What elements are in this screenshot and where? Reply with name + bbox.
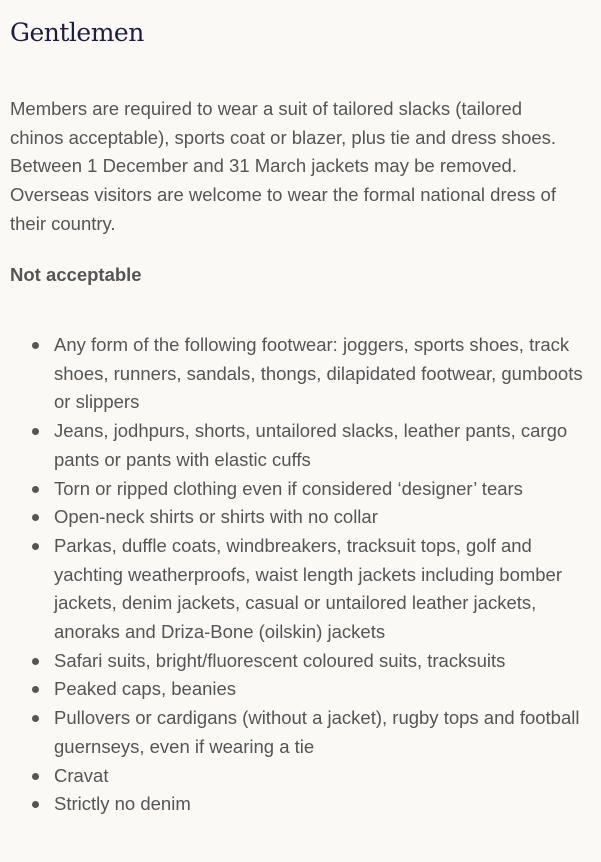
list-item-text: Pullovers or cardigans (without a jacket), rugby tops and football guernseys, even if wearing a tie xyxy=(54,707,580,757)
list-item xyxy=(10,331,585,417)
list-item-text: Open-neck shirts or shirts with no collar xyxy=(54,506,378,528)
bullet-icon xyxy=(32,801,39,808)
list-item xyxy=(10,704,585,761)
bullet-icon xyxy=(32,342,39,349)
intro-paragraph: Members are required to wear a suit of tailored slacks (tailored chinos acceptable), sports coat or blazer, plus tie and dress shoes. Between 1 December and 31 March jackets may be removed. Overseas visitors are welcome to wear the formal national dress of their country. xyxy=(10,98,557,234)
list-item-text: Parkas, duffle coats, windbreakers, tracksuit tops, golf and yachting weatherproofs, waist length jackets including bomber jackets, denim jackets, casual or untailored leather jackets, anoraks and Driza-Bone (oilskin) jackets xyxy=(54,534,563,643)
list-item xyxy=(10,532,585,647)
bullet-icon xyxy=(32,686,39,693)
section-title: Gentlemen xyxy=(10,18,144,47)
list-item xyxy=(10,647,585,676)
not-acceptable-list xyxy=(10,331,585,819)
list-item xyxy=(10,675,585,704)
bullet-icon xyxy=(32,543,39,550)
list-item xyxy=(10,475,585,504)
bullet-icon xyxy=(32,486,39,493)
not-acceptable-heading: Not acceptable xyxy=(10,264,142,285)
bullet-icon xyxy=(32,428,39,435)
list-item-text: Safari suits, bright/fluorescent coloured suits, tracksuits xyxy=(54,649,506,671)
list-item-text: Cravat xyxy=(54,764,109,786)
bullet-icon xyxy=(32,773,39,780)
bullet-icon xyxy=(32,715,39,722)
list-item xyxy=(10,790,585,819)
list-item xyxy=(10,417,585,474)
list-item-text: Strictly no denim xyxy=(54,793,191,815)
list-item-text: Jeans, jodhpurs, shorts, untailored slacks, leather pants, cargo pants or pants with elastic cuffs xyxy=(54,420,568,470)
list-item-text: Peaked caps, beanies xyxy=(54,678,237,700)
bullet-icon xyxy=(32,514,39,521)
list-item xyxy=(10,762,585,791)
list-item-text: Any form of the following footwear: joggers, sports shoes, track shoes, runners, sandals, thongs, dilapidated footwear, gumboots or slippers xyxy=(54,334,583,413)
bullet-icon xyxy=(32,658,39,665)
list-item-text: Torn or ripped clothing even if considered ‘designer’ tears xyxy=(54,477,523,499)
list-item xyxy=(10,503,585,532)
